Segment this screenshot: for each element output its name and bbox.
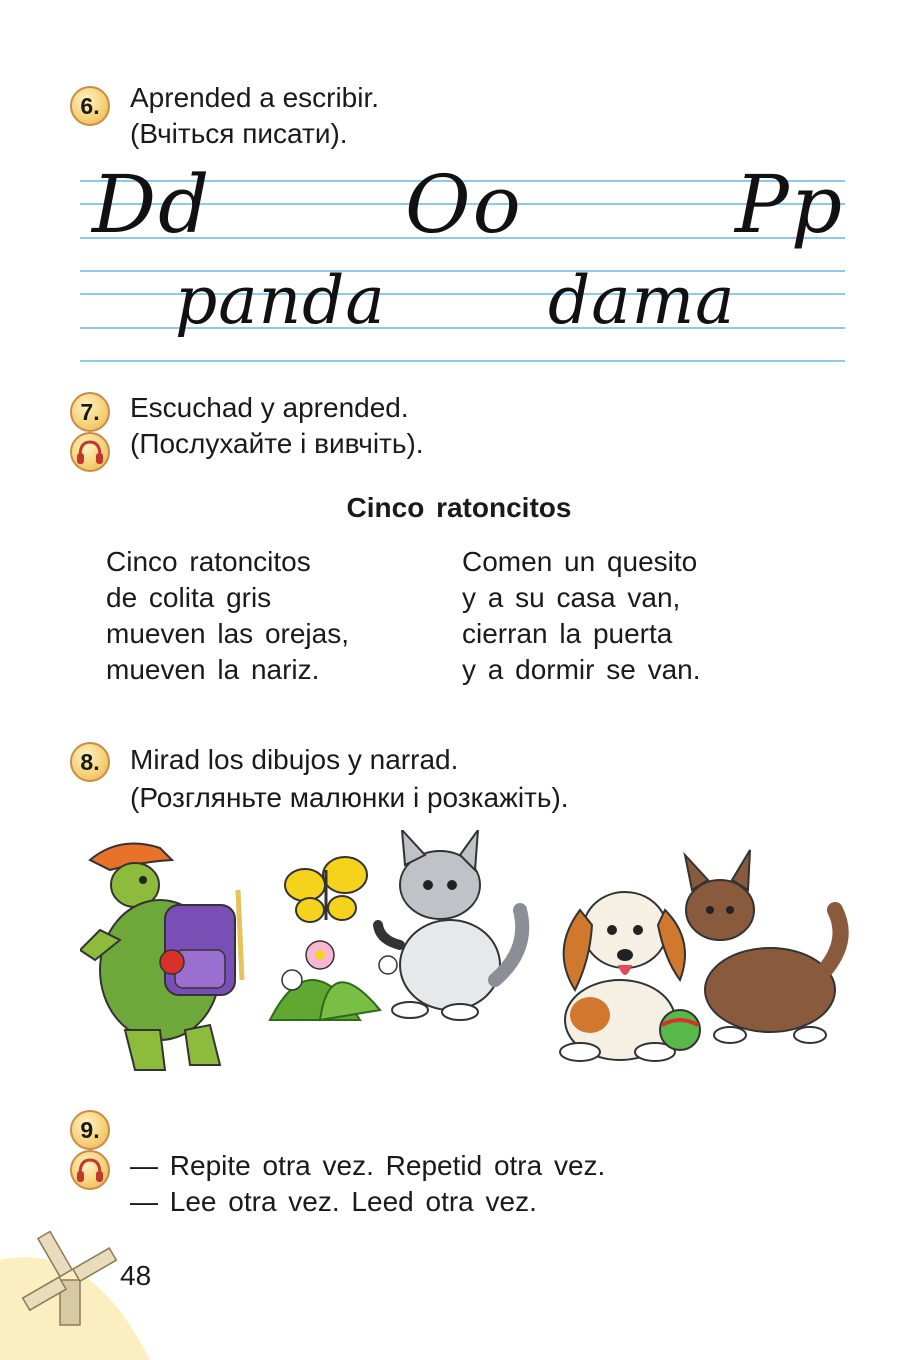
- script-letter-dd: Dd: [92, 158, 212, 251]
- poem-line: de colita gris: [106, 582, 272, 613]
- poem-line: mueven la nariz.: [106, 654, 320, 685]
- exercise-8-number: 8.: [70, 742, 110, 782]
- exercise-9-line-2: — Lee otra vez. Leed otra vez.: [130, 1186, 537, 1217]
- butterfly-flowers-illustration: [270, 857, 397, 1020]
- exercise-7-translation: (Послухайте і вивчіть).: [130, 428, 424, 459]
- poem-line: Cinco ratoncitos: [106, 546, 311, 577]
- exercise-9-line-1: — Repite otra vez. Repetid otra vez.: [130, 1150, 606, 1181]
- exercise-7-number: 7.: [70, 392, 110, 432]
- headphones-icon[interactable]: [70, 1150, 110, 1190]
- turtle-illustration: [80, 844, 242, 1070]
- poem-title: Cinco ratoncitos: [346, 492, 572, 523]
- poem-left-column: [106, 544, 349, 688]
- headphones-icon[interactable]: [70, 432, 110, 472]
- exercise-8-instruction: Mirad los dibujos y narrad.: [130, 744, 459, 775]
- illustrations: [80, 830, 850, 1080]
- exercise-6-translation: (Вчіться писати).: [130, 118, 348, 149]
- poem-line: y a su casa van,: [462, 582, 681, 613]
- exercise-9-number: 9.: [70, 1110, 110, 1150]
- exercise-6-instruction: Aprended a escribir.: [130, 82, 380, 113]
- poem-line: cierran la puerta: [462, 618, 673, 649]
- page-number: 48: [120, 1260, 152, 1291]
- poem-line: mueven las orejas,: [106, 618, 350, 649]
- script-letter-oo: Oo: [405, 158, 523, 251]
- script-word-panda: panda: [175, 262, 386, 339]
- exercise-8-translation: (Розгляньте малюнки і розкажіть).: [130, 782, 569, 813]
- poem-line: y a dormir se van.: [462, 654, 701, 685]
- exercise-6-number: 6.: [70, 86, 110, 126]
- script-word-dama: dama: [548, 262, 736, 339]
- script-letter-pp: Pp: [735, 158, 845, 251]
- poem-line: Comen un quesito: [462, 546, 698, 577]
- exercise-7-instruction: Escuchad y aprended.: [130, 392, 409, 423]
- kitten-illustration: [378, 830, 522, 1020]
- poem-right-column: [462, 544, 701, 688]
- dog-with-ball-illustration: [660, 850, 841, 1050]
